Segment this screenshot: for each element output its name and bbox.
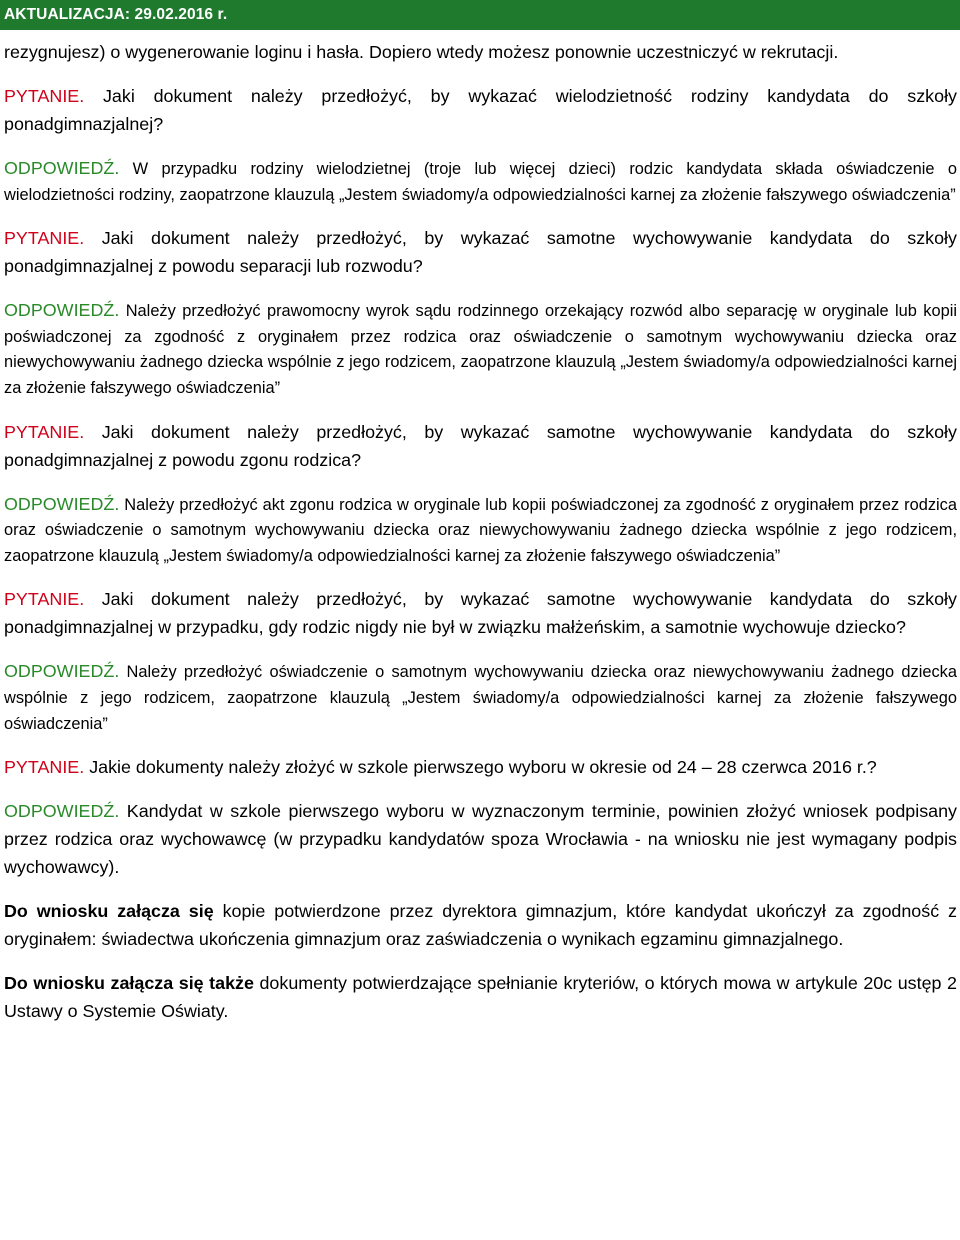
answer-text: Należy przedłożyć prawomocny wyrok sądu rodzinnego orzekający rozwód albo separację w oryginale lub kopii poświadczonej za zgodność z oryginałem przez rodzica oraz oświadczenie o samotnym wychowywaniu dziecka oraz niewychowywaniu żadnego dziecka wspólnie z jego rodzicem, zaopatrzone klauzulą „Jestem świadomy/a odpowiedzialności karnej za złożenie fałszywego oświadczenia” bbox=[4, 302, 958, 397]
answer-label: ODPOWIEDŹ. bbox=[4, 158, 120, 178]
question-text: Jaki dokument należy przedłożyć, by wykazać samotne wychowywanie kandydata do szkoły ponadgimnazjalnej z powodu zgonu rodzica? bbox=[4, 421, 957, 470]
attachments-lead: Do wniosku załącza się także bbox=[4, 973, 254, 994]
answer-text: Należy przedłożyć oświadczenie o samotnym wychowywaniu dziecka oraz niewychowywaniu żadnego dziecka wspólnie z jego rodzicem, zaopatrzone klauzulą „Jestem świadomy/a odpowiedzialności karnej za złożenie fałszywego oświadczenia” bbox=[4, 663, 957, 733]
question-3 bbox=[4, 418, 957, 474]
answer-text: Kandydat w szkole pierwszego wyboru w wyznaczonym terminie, powinien złożyć wniosek podpisany przez rodzica oraz wychowawcę (w przypadku kandydatów spoza Wrocławia - na wniosku nie jest wymagany podpis wychowawcy). bbox=[4, 801, 957, 878]
question-2 bbox=[4, 224, 957, 280]
question-label: PYTANIE. bbox=[4, 757, 85, 778]
answer-5 bbox=[4, 797, 957, 881]
intro-paragraph: rezygnujesz) o wygenerowanie loginu i hasła. Dopiero wtedy możesz ponownie uczestniczyć w rekrutacji. bbox=[4, 42, 839, 62]
question-label: PYTANIE. bbox=[4, 421, 85, 442]
attachments-text: kopie potwierdzone przez dyrektora gimnazjum, które kandydat ukończył za zgodność z oryginałem: świadectwa ukończenia gimnazjum oraz zaświadczenia o wynikach egzaminu gimnazjalnego. bbox=[4, 901, 957, 950]
answer-label: ODPOWIEDŹ. bbox=[4, 801, 120, 822]
question-4 bbox=[4, 585, 957, 641]
answer-label: ODPOWIEDŹ. bbox=[4, 300, 120, 321]
answer-4 bbox=[4, 657, 957, 737]
attachments-text: dokumenty potwierdzające spełnianie kryteriów, o których mowa w artykule 20c ustęp 2 Ustawy o Systemie Oświaty. bbox=[4, 973, 957, 1022]
question-label: PYTANIE. bbox=[4, 86, 85, 106]
answer-label: ODPOWIEDŹ. bbox=[4, 661, 120, 682]
question-label: PYTANIE. bbox=[4, 228, 85, 249]
document-body bbox=[4, 38, 957, 1025]
question-text: Jaki dokument należy przedłożyć, by wykazać samotne wychowywanie kandydata do szkoły ponadgimnazjalnej z powodu separacji lub rozwodu? bbox=[4, 228, 957, 277]
answer-text: Należy przedłożyć akt zgonu rodzica w oryginale lub kopii poświadczonej za zgodność z oryginałem przez rodzica oraz oświadczenie o samotnym wychowywaniu dziecka oraz niewychowywaniu żadnego dziecka wspólnie z jego rodzicem, zaopatrzone klauzulą „Jestem świadomy/a odpowiedzialności karnej za złożenie fałszywego oświadczenia” bbox=[4, 495, 957, 565]
question-text: Jaki dokument należy przedłożyć, by wykazać samotne wychowywanie kandydata do szkoły ponadgimnazjalnej w przypadku, gdy rodzic nigdy nie był w związku małżeńskim, a samotnie wychowuje dziecko? bbox=[4, 589, 957, 638]
answer-1 bbox=[4, 154, 957, 208]
question-text: Jaki dokument należy przedłożyć, by wykazać wielodzietność rodziny kandydata do szkoły ponadgimnazjalnej? bbox=[4, 86, 957, 134]
answer-2 bbox=[4, 296, 957, 401]
answer-text: W przypadku rodziny wielodzietnej (troje lub więcej dzieci) rodzic kandydata składa oświadczenie o wielodzietności rodziny, zaopatrzone klauzulą „Jestem świadomy/a odpowiedzialności karnej za złożenie fałszywego oświadczenia” bbox=[4, 160, 957, 204]
update-date-title: AKTUALIZACJA: 29.02.2016 r. bbox=[4, 6, 228, 23]
update-banner bbox=[0, 0, 960, 30]
question-label: PYTANIE. bbox=[4, 589, 85, 610]
attachments-paragraph-1 bbox=[4, 897, 957, 953]
question-text: Jakie dokumenty należy złożyć w szkole pierwszego wyboru w okresie od 24 – 28 czerwca 2016 r.? bbox=[89, 757, 877, 778]
answer-label: ODPOWIEDŹ. bbox=[4, 493, 120, 514]
question-5 bbox=[4, 753, 957, 781]
attachments-paragraph-2 bbox=[4, 969, 957, 1025]
attachments-lead: Do wniosku załącza się bbox=[4, 901, 214, 922]
answer-3 bbox=[4, 490, 957, 570]
question-1 bbox=[4, 82, 957, 138]
